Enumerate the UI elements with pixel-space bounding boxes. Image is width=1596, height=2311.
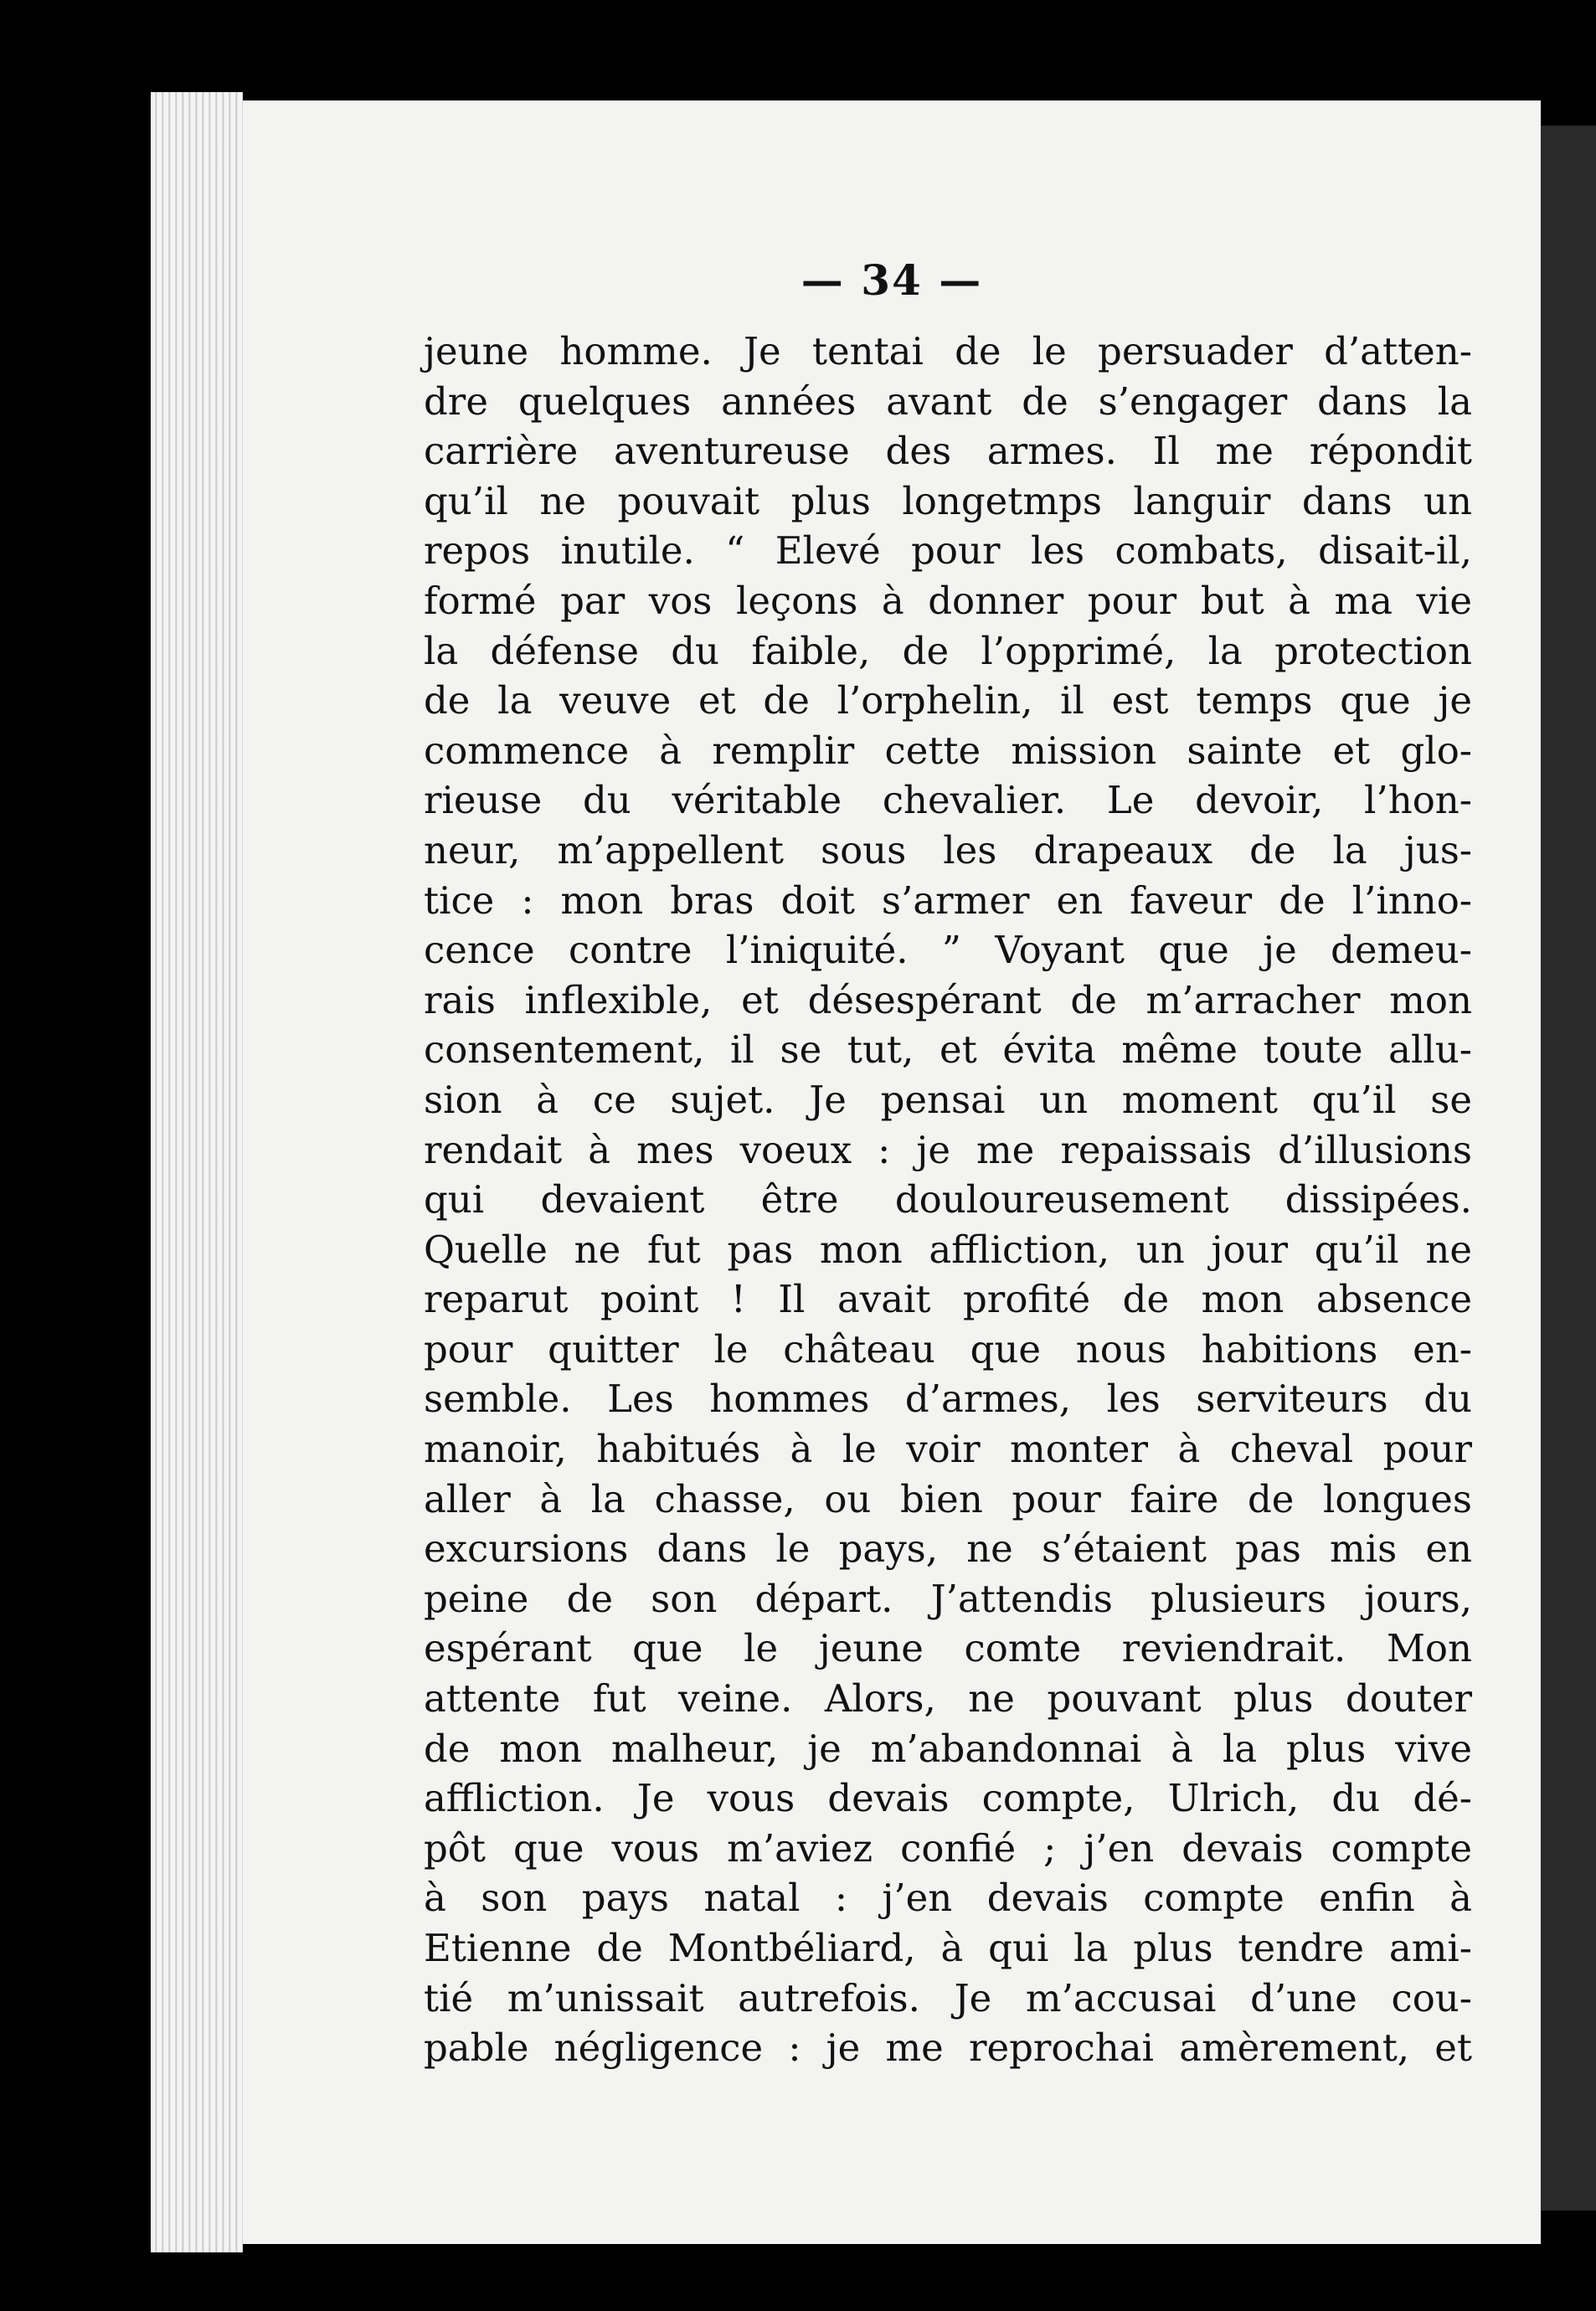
text-line: pôt que vous m’aviez confié ; j’en devais compte bbox=[424, 1825, 1472, 1871]
text-line: reparut point ! Il avait profité de mon absence bbox=[424, 1277, 1472, 1322]
text-line: repos inutile. “ Elevé pour les combats, disait-il, bbox=[424, 528, 1472, 574]
text-line: la défense du faible, de l’opprimé, la protection bbox=[424, 628, 1472, 673]
text-line: pour quitter le château que nous habitions en- bbox=[424, 1326, 1472, 1372]
text-line: rendait à mes voeux : je me repaissais d’illusions bbox=[424, 1127, 1472, 1172]
text-line: dre quelques années avant de s’engager dans la bbox=[424, 378, 1472, 424]
text-line: peine de son départ. J’attendis plusieurs jours, bbox=[424, 1576, 1472, 1621]
text-line: qui devaient être douloureusement dissipées. bbox=[424, 1177, 1472, 1222]
text-line: semble. Les hommes d’armes, les serviteurs du bbox=[424, 1377, 1472, 1422]
page-edges-stack bbox=[151, 92, 243, 2252]
text-line: aller à la chasse, ou bien pour faire de longues bbox=[424, 1476, 1472, 1521]
text-line: attente fut veine. Alors, ne pouvant plus douter bbox=[424, 1676, 1472, 1722]
text-line: cence contre l’iniquité. ” Voyant que je demeu- bbox=[424, 928, 1472, 973]
text-line: Quelle ne fut pas mon affliction, un jour qu’il ne bbox=[424, 1227, 1472, 1272]
text-line: consentement, il se tut, et évita même toute allu- bbox=[424, 1027, 1472, 1073]
text-line: de mon malheur, je m’abandonnai à la plus vive bbox=[424, 1726, 1472, 1771]
text-line: Etienne de Montbéliard, à qui la plus tendre ami- bbox=[424, 1926, 1472, 1970]
text-line: manoir, habitués à le voir monter à cheval pour bbox=[424, 1427, 1472, 1472]
text-line: neur, m’appellent sous les drapeaux de la jus- bbox=[424, 827, 1472, 872]
text-line: affliction. Je vous devais compte, Ulrich, du dé- bbox=[424, 1776, 1472, 1821]
text-line: commence à remplir cette mission sainte et glo- bbox=[424, 728, 1472, 773]
body-text bbox=[424, 327, 1472, 2073]
text-line: rais inflexible, et désespérant de m’arracher mon bbox=[424, 977, 1472, 1022]
text-line: excursions dans le pays, ne s’étaient pas mis en bbox=[424, 1526, 1472, 1572]
text-line: rieuse du véritable chevalier. Le devoir, l’hon- bbox=[424, 778, 1472, 823]
text-line: à son pays natal : j’en devais compte enfin à bbox=[424, 1876, 1472, 1921]
book-page bbox=[243, 100, 1541, 2244]
text-line: qu’il ne pouvait plus longetmps languir dans un bbox=[424, 478, 1472, 523]
page-number: — 34 — bbox=[801, 255, 983, 305]
text-line: tié m’unissait autrefois. Je m’accusai d’une cou- bbox=[424, 1975, 1472, 2020]
text-line: carrière aventureuse des armes. Il me répondit bbox=[424, 429, 1472, 474]
text-line: jeune homme. Je tentai de le persuader d’atten- bbox=[424, 329, 1472, 373]
text-line: formé par vos leçons à donner pour but à ma vie bbox=[424, 578, 1472, 623]
text-line: sion à ce sujet. Je pensai un moment qu’il se bbox=[424, 1077, 1472, 1122]
text-line: tice : mon bras doit s’armer en faveur de l’inno- bbox=[424, 878, 1472, 923]
text-line: espérant que le jeune comte reviendrait. Mon bbox=[424, 1626, 1472, 1671]
text-line: pable négligence : je me reprochai amèrement, et bbox=[424, 2025, 1472, 2071]
text-line: de la veuve et de l’orphelin, il est temps que je bbox=[424, 678, 1472, 723]
